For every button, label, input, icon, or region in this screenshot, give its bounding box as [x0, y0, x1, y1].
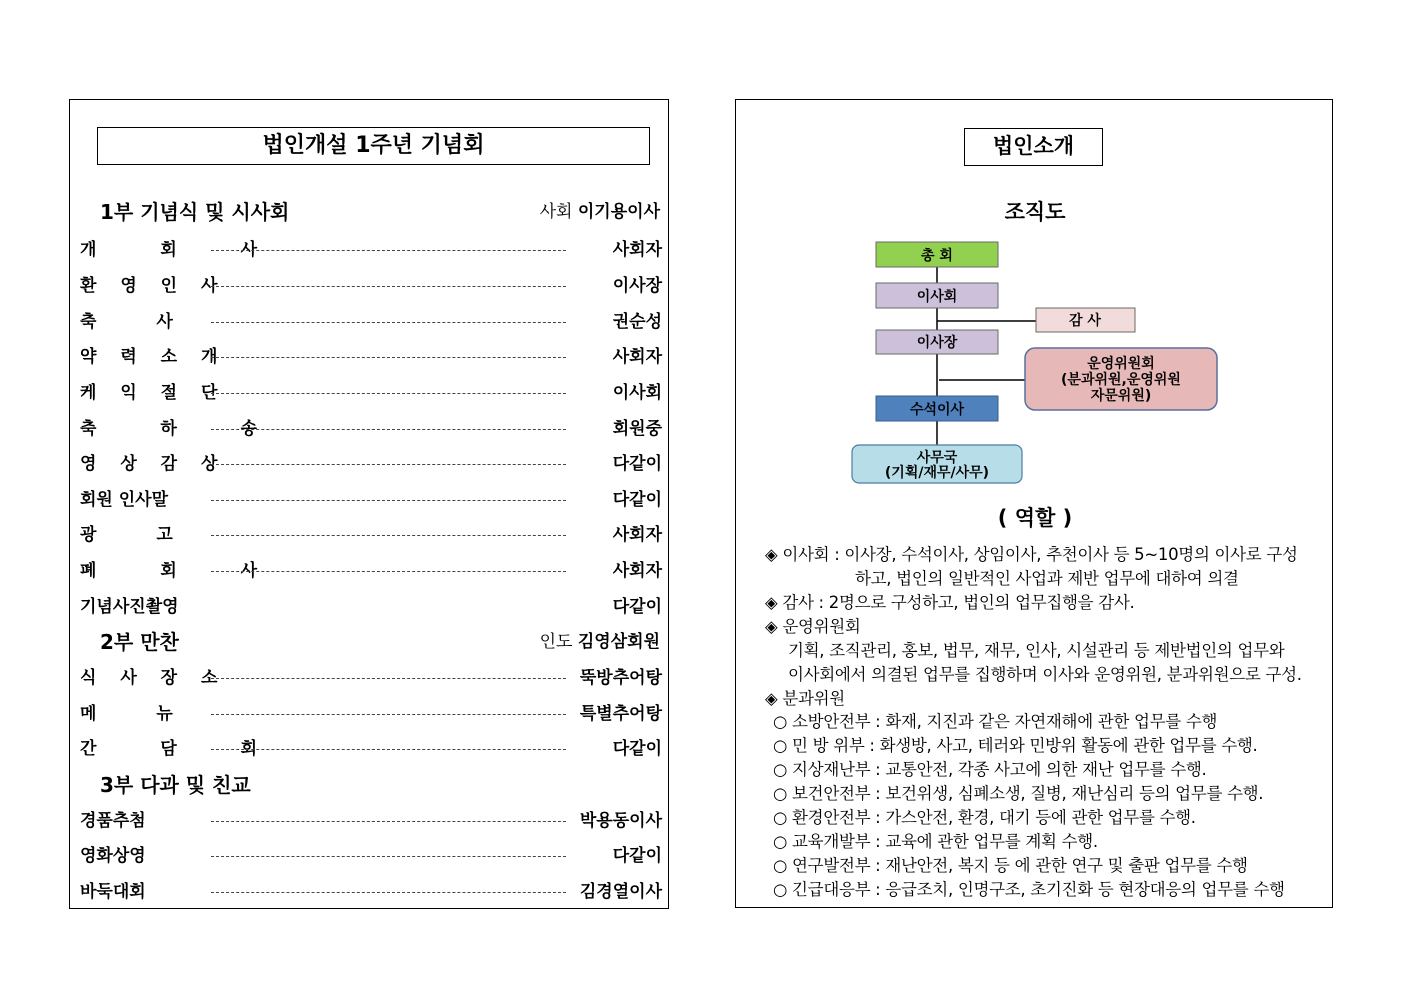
committee-label-line2: (분과위원,운영위원	[1061, 372, 1181, 388]
program-row	[80, 734, 662, 764]
role-committee-line1: 기획, 조직관리, 홍보, 법무, 재무, 인사, 시설관리 등 제반법인의 업무와	[788, 641, 1285, 660]
organization-intro-panel	[735, 99, 1333, 908]
part2-host-label: 인도	[539, 632, 573, 652]
program-label: 케 익 절 단	[80, 383, 227, 403]
program-row	[80, 520, 662, 550]
part2-title: 2부 만찬	[100, 630, 179, 654]
dept-item: ○ 긴급대응부 : 응급조치, 인명구조, 초기진화 등 현장대응의 업무를 수행	[773, 880, 1285, 899]
program-value: 김경열이사	[579, 882, 662, 902]
leader-dashes	[211, 500, 566, 501]
role-board-line2: 하고, 법인의 일반적인 사업과 제반 업무에 대하여 의결	[855, 569, 1239, 588]
program-label: 회원 인사말	[80, 490, 169, 510]
board-label: 이사회	[916, 289, 958, 305]
program-value: 사회자	[612, 561, 662, 581]
dept-item: ○ 민 방 위부 : 화생방, 사고, 테러와 민방위 활동에 관한 업무를 수행.	[773, 736, 1258, 755]
program-row	[80, 414, 662, 444]
program-row	[80, 342, 662, 372]
program-row	[80, 271, 662, 301]
leader-dashes	[211, 464, 566, 465]
event-title: 법인개설 1주년 기념회	[97, 127, 650, 165]
program-value: 권순성	[612, 312, 662, 332]
program-value: 다같이	[612, 454, 662, 474]
org-chart	[736, 100, 1334, 500]
leader-dashes	[211, 856, 566, 857]
program-value: 사회자	[612, 240, 662, 260]
leader-dashes	[211, 571, 566, 572]
program-label: 환 영 인 사	[80, 276, 227, 296]
program-row	[80, 663, 662, 693]
part1-host	[540, 197, 660, 227]
program-value: 다같이	[612, 490, 662, 510]
program-value: 특별추어탕	[579, 704, 662, 724]
program-label: 영화상영	[80, 846, 146, 866]
leader-dashes	[211, 393, 566, 394]
leader-dashes	[211, 429, 566, 430]
program-value: 다같이	[612, 846, 662, 866]
program-value: 박용동이사	[579, 811, 662, 831]
program-label: 축 사	[80, 312, 173, 332]
role-committee: ◈ 운영위원회	[765, 617, 861, 636]
program-row	[80, 485, 662, 515]
program-label: 개 회 사	[80, 240, 287, 260]
program-label: 영 상 감 상	[80, 454, 227, 474]
dept-item: ○ 보건안전부 : 보건위생, 심폐소생, 질병, 재난심리 등의 업무를 수행.	[773, 784, 1264, 803]
role-committee-line2: 이사회에서 의결된 업무를 집행하며 이사와 운영위원, 분과위원으로 구성.	[788, 665, 1302, 684]
leader-dashes	[211, 821, 566, 822]
program-row	[80, 841, 662, 871]
program-row	[80, 307, 662, 337]
program-row	[80, 556, 662, 586]
program-row	[80, 806, 662, 836]
program-row	[80, 699, 662, 729]
part1-title: 1부 기념식 및 시사회	[100, 200, 290, 224]
general-assembly-label: 총 회	[921, 248, 953, 264]
program-row	[80, 877, 662, 907]
program-value: 이사장	[612, 276, 662, 296]
dept-item: ○ 환경안전부 : 가스안전, 환경, 대기 등에 관한 업무를 수행.	[773, 808, 1196, 827]
committee-label-line3: 자문위원)	[1090, 388, 1152, 404]
program-value: 이사회	[612, 383, 662, 403]
committee-label-line1: 운영위원회	[1087, 356, 1155, 372]
program-row	[80, 378, 662, 408]
auditor-label: 감 사	[1069, 313, 1101, 329]
program-label: 폐 회 사	[80, 561, 287, 581]
program-label: 간 담 회	[80, 739, 287, 759]
leader-dashes	[211, 714, 566, 715]
program-label: 기념사진촬영	[80, 597, 179, 617]
dept-item: ○ 지상재난부 : 교통안전, 각종 사고에 의한 재난 업무를 수행.	[773, 760, 1207, 779]
part2-host-name: 김영삼회원	[577, 632, 660, 652]
leader-dashes	[211, 357, 566, 358]
part1-host-label: 사회	[539, 202, 573, 222]
chief-director-label: 수석이사	[909, 402, 965, 418]
intro-title: 법인소개	[964, 128, 1103, 166]
dept-item: ○ 소방안전부 : 화재, 지진과 같은 자연재해에 관한 업무를 수행	[773, 712, 1218, 731]
program-value: 다같이	[612, 597, 662, 617]
leader-dashes	[211, 749, 566, 750]
roles-title: ( 역할 )	[997, 506, 1073, 530]
program-row	[80, 449, 662, 479]
program-label: 축 하 송	[80, 419, 287, 439]
leader-dashes	[211, 286, 566, 287]
role-board-line1: ◈ 이사회 : 이사장, 수석이사, 상임이사, 추천이사 등 5~10명의 이사로 구성	[765, 545, 1298, 564]
program-label: 메 뉴	[80, 704, 173, 724]
leader-dashes	[211, 250, 566, 251]
leader-dashes	[211, 678, 566, 679]
secretariat-label-line1: 사무국	[916, 450, 958, 466]
event-program-panel	[69, 99, 669, 909]
program-label: 약 력 소 개	[80, 347, 227, 367]
program-row	[80, 235, 662, 265]
program-label: 바둑대회	[80, 882, 146, 902]
program-value: 사회자	[612, 525, 662, 545]
leader-dashes	[211, 322, 566, 323]
role-audit: ◈ 감사 : 2명으로 구성하고, 법인의 업무집행을 감사.	[765, 593, 1135, 612]
role-subcommittee: ◈ 분과위원	[765, 689, 845, 708]
chairman-label: 이사장	[916, 335, 958, 351]
program-label: 광 고	[80, 525, 173, 545]
program-value: 사회자	[612, 347, 662, 367]
org-chart-title: 조직도	[1004, 200, 1066, 224]
program-label: 경품추첨	[80, 811, 146, 831]
part1-host-name: 이기용이사	[577, 202, 660, 222]
dept-item: ○ 연구발전부 : 재난안전, 복지 등 에 관한 연구 및 출판 업무를 수행	[773, 856, 1248, 875]
program-row	[80, 592, 662, 622]
part3-title: 3부 다과 및 친교	[100, 773, 251, 797]
leader-dashes	[211, 535, 566, 536]
program-value: 뚝방추어탕	[579, 668, 662, 688]
program-value: 다같이	[612, 739, 662, 759]
leader-dashes	[211, 892, 566, 893]
program-label: 식 사 장 소	[80, 668, 227, 688]
program-value: 회원중	[612, 419, 662, 439]
dept-item: ○ 교육개발부 : 교육에 관한 업무를 계획 수행.	[773, 832, 1098, 851]
secretariat-label-line2: (기획/재무/사무)	[884, 465, 990, 481]
part2-host	[540, 627, 660, 657]
